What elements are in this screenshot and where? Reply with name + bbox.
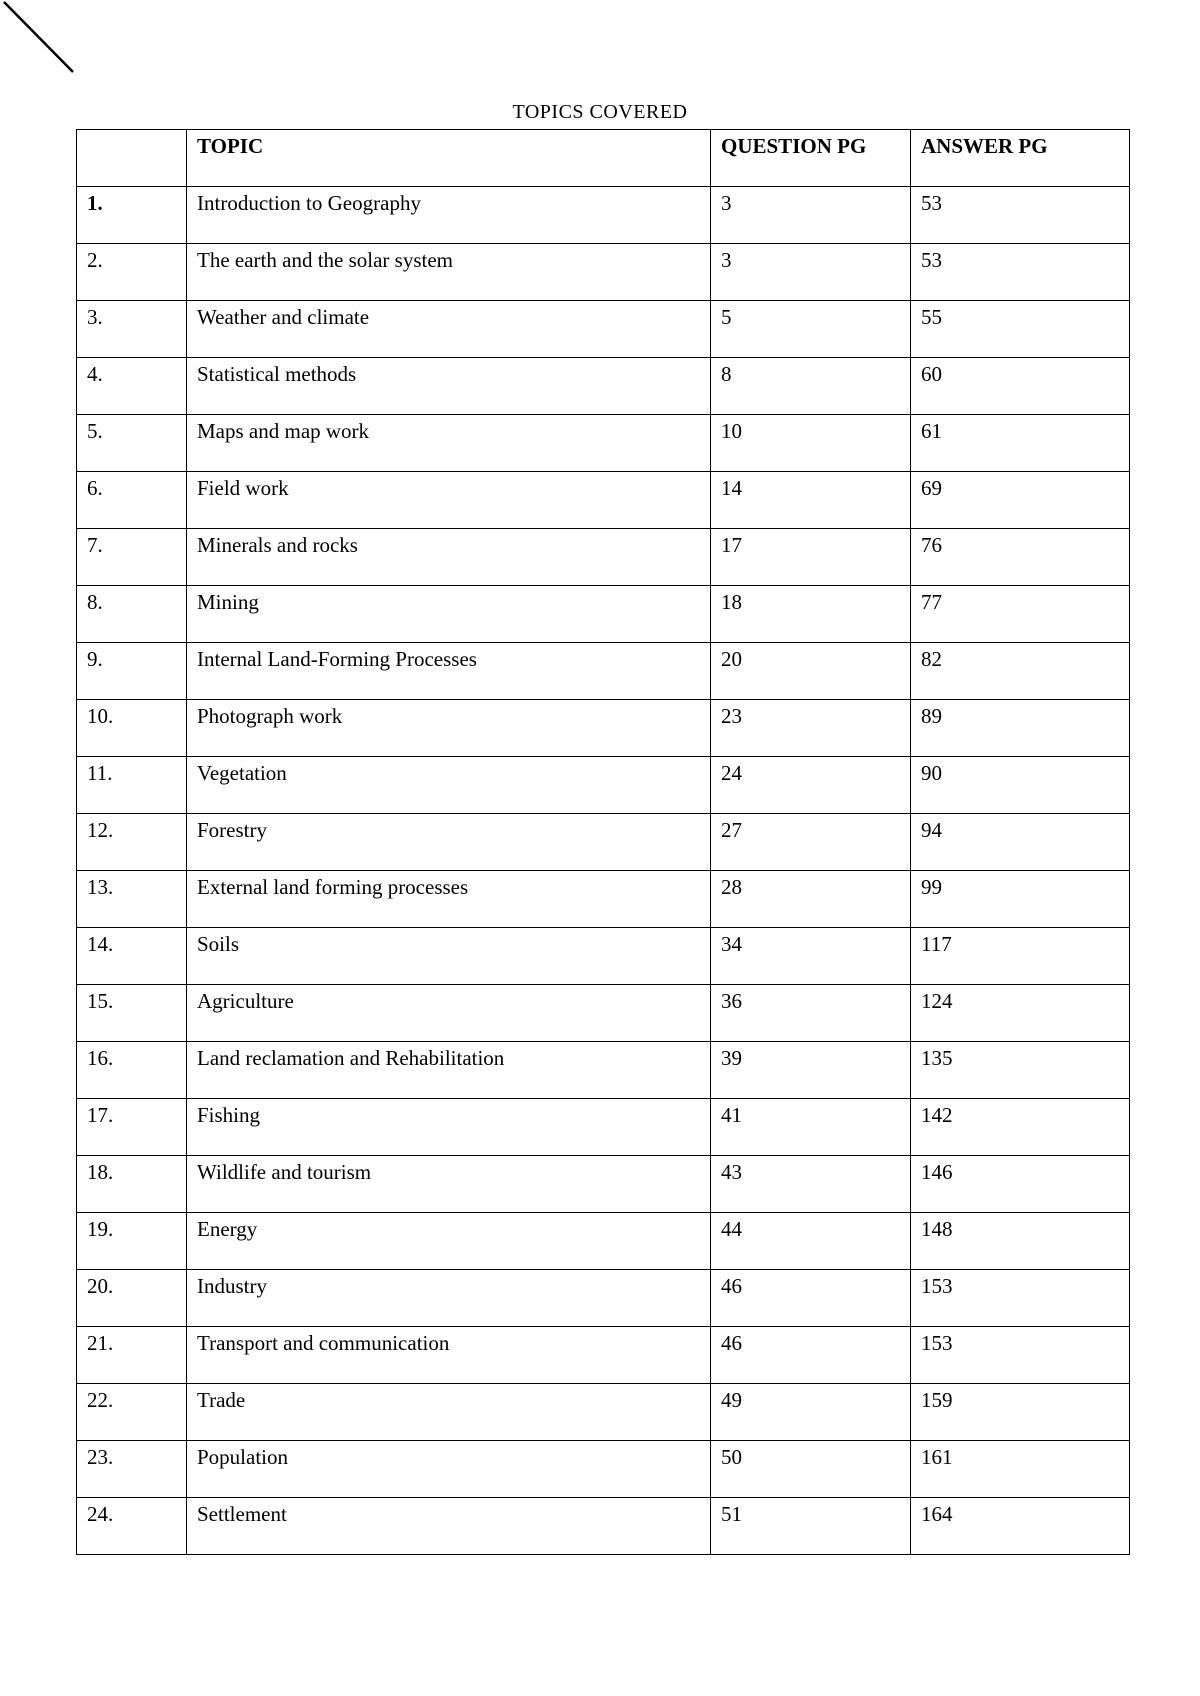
answer-page-cell: 153 (911, 1327, 1130, 1384)
answer-page-cell: 99 (911, 871, 1130, 928)
question-page-cell: 10 (711, 415, 911, 472)
table-row (77, 643, 1130, 700)
topic-cell: Introduction to Geography (187, 187, 711, 244)
table-row (77, 1327, 1130, 1384)
answer-page-cell: 77 (911, 586, 1130, 643)
table-body (77, 187, 1130, 1555)
table-row (77, 814, 1130, 871)
answer-page-cell: 61 (911, 415, 1130, 472)
question-page-cell: 36 (711, 985, 911, 1042)
topic-cell: Field work (187, 472, 711, 529)
question-page-cell: 51 (711, 1498, 911, 1555)
question-page-cell: 43 (711, 1156, 911, 1213)
topic-cell: Mining (187, 586, 711, 643)
answer-page-cell: 69 (911, 472, 1130, 529)
table-row (77, 586, 1130, 643)
table-row (77, 1384, 1130, 1441)
row-number-cell: 18. (77, 1156, 187, 1213)
table-row (77, 757, 1130, 814)
row-number-cell: 21. (77, 1327, 187, 1384)
answer-page-cell: 161 (911, 1441, 1130, 1498)
topic-cell: External land forming processes (187, 871, 711, 928)
answer-page-cell: 76 (911, 529, 1130, 586)
topic-cell: Photograph work (187, 700, 711, 757)
answer-page-cell: 82 (911, 643, 1130, 700)
table-row (77, 244, 1130, 301)
row-number-cell: 12. (77, 814, 187, 871)
table-row (77, 301, 1130, 358)
question-page-cell: 44 (711, 1213, 911, 1270)
column-header-question-page: QUESTION PG (711, 130, 911, 187)
answer-page-cell: 53 (911, 244, 1130, 301)
question-page-cell: 39 (711, 1042, 911, 1099)
topic-cell: Forestry (187, 814, 711, 871)
question-page-cell: 23 (711, 700, 911, 757)
answer-page-cell: 142 (911, 1099, 1130, 1156)
topic-cell: Industry (187, 1270, 711, 1327)
topic-cell: Internal Land-Forming Processes (187, 643, 711, 700)
question-page-cell: 8 (711, 358, 911, 415)
table-row (77, 1156, 1130, 1213)
topics-table (76, 129, 1130, 1555)
row-number-cell: 10. (77, 700, 187, 757)
topic-cell: Vegetation (187, 757, 711, 814)
topic-cell: Fishing (187, 1099, 711, 1156)
answer-page-cell: 90 (911, 757, 1130, 814)
question-page-cell: 46 (711, 1327, 911, 1384)
row-number-cell: 20. (77, 1270, 187, 1327)
answer-page-cell: 148 (911, 1213, 1130, 1270)
table-row (77, 358, 1130, 415)
table-row (77, 1213, 1130, 1270)
corner-fold-line (0, 0, 80, 80)
answer-page-cell: 153 (911, 1270, 1130, 1327)
row-number-cell: 19. (77, 1213, 187, 1270)
answer-page-cell: 164 (911, 1498, 1130, 1555)
row-number-cell: 2. (77, 244, 187, 301)
answer-page-cell: 94 (911, 814, 1130, 871)
row-number-cell: 15. (77, 985, 187, 1042)
question-page-cell: 28 (711, 871, 911, 928)
question-page-cell: 20 (711, 643, 911, 700)
question-page-cell: 5 (711, 301, 911, 358)
topic-cell: Energy (187, 1213, 711, 1270)
question-page-cell: 27 (711, 814, 911, 871)
row-number-cell: 16. (77, 1042, 187, 1099)
row-number-cell: 17. (77, 1099, 187, 1156)
topic-cell: Land reclamation and Rehabilitation (187, 1042, 711, 1099)
topic-cell: The earth and the solar system (187, 244, 711, 301)
topic-cell: Maps and map work (187, 415, 711, 472)
row-number-cell: 7. (77, 529, 187, 586)
table-row (77, 700, 1130, 757)
topic-cell: Minerals and rocks (187, 529, 711, 586)
row-number-cell: 5. (77, 415, 187, 472)
question-page-cell: 24 (711, 757, 911, 814)
question-page-cell: 46 (711, 1270, 911, 1327)
question-page-cell: 49 (711, 1384, 911, 1441)
column-header-topic: TOPIC (187, 130, 711, 187)
row-number-cell: 23. (77, 1441, 187, 1498)
topic-cell: Statistical methods (187, 358, 711, 415)
question-page-cell: 50 (711, 1441, 911, 1498)
row-number-cell: 9. (77, 643, 187, 700)
row-number-cell: 3. (77, 301, 187, 358)
row-number-cell: 11. (77, 757, 187, 814)
question-page-cell: 18 (711, 586, 911, 643)
table-row (77, 1498, 1130, 1555)
table-row (77, 985, 1130, 1042)
answer-page-cell: 60 (911, 358, 1130, 415)
question-page-cell: 3 (711, 244, 911, 301)
answer-page-cell: 55 (911, 301, 1130, 358)
table-row (77, 472, 1130, 529)
answer-page-cell: 117 (911, 928, 1130, 985)
table-header-row (77, 130, 1130, 187)
question-page-cell: 17 (711, 529, 911, 586)
topic-cell: Trade (187, 1384, 711, 1441)
answer-page-cell: 89 (911, 700, 1130, 757)
column-header-number (77, 130, 187, 187)
question-page-cell: 34 (711, 928, 911, 985)
table-row (77, 415, 1130, 472)
table-row (77, 928, 1130, 985)
table-row (77, 529, 1130, 586)
row-number-cell: 22. (77, 1384, 187, 1441)
page-title: TOPICS COVERED (512, 101, 688, 123)
topic-cell: Settlement (187, 1498, 711, 1555)
row-number-cell: 13. (77, 871, 187, 928)
column-header-answer-page: ANSWER PG (911, 130, 1130, 187)
answer-page-cell: 53 (911, 187, 1130, 244)
topic-cell: Wildlife and tourism (187, 1156, 711, 1213)
topic-cell: Soils (187, 928, 711, 985)
answer-page-cell: 124 (911, 985, 1130, 1042)
row-number-cell: 6. (77, 472, 187, 529)
answer-page-cell: 159 (911, 1384, 1130, 1441)
topic-cell: Population (187, 1441, 711, 1498)
question-page-cell: 14 (711, 472, 911, 529)
table-row (77, 1042, 1130, 1099)
row-number-cell: 24. (77, 1498, 187, 1555)
table-row (77, 871, 1130, 928)
topic-cell: Weather and climate (187, 301, 711, 358)
answer-page-cell: 135 (911, 1042, 1130, 1099)
answer-page-cell: 146 (911, 1156, 1130, 1213)
question-page-cell: 3 (711, 187, 911, 244)
topic-cell: Agriculture (187, 985, 711, 1042)
row-number-cell: 4. (77, 358, 187, 415)
table-row (77, 1270, 1130, 1327)
table-row (77, 1441, 1130, 1498)
row-number-cell: 14. (77, 928, 187, 985)
table-row (77, 187, 1130, 244)
topic-cell: Transport and communication (187, 1327, 711, 1384)
row-number-cell: 1. (77, 187, 187, 244)
row-number-cell: 8. (77, 586, 187, 643)
question-page-cell: 41 (711, 1099, 911, 1156)
table-row (77, 1099, 1130, 1156)
